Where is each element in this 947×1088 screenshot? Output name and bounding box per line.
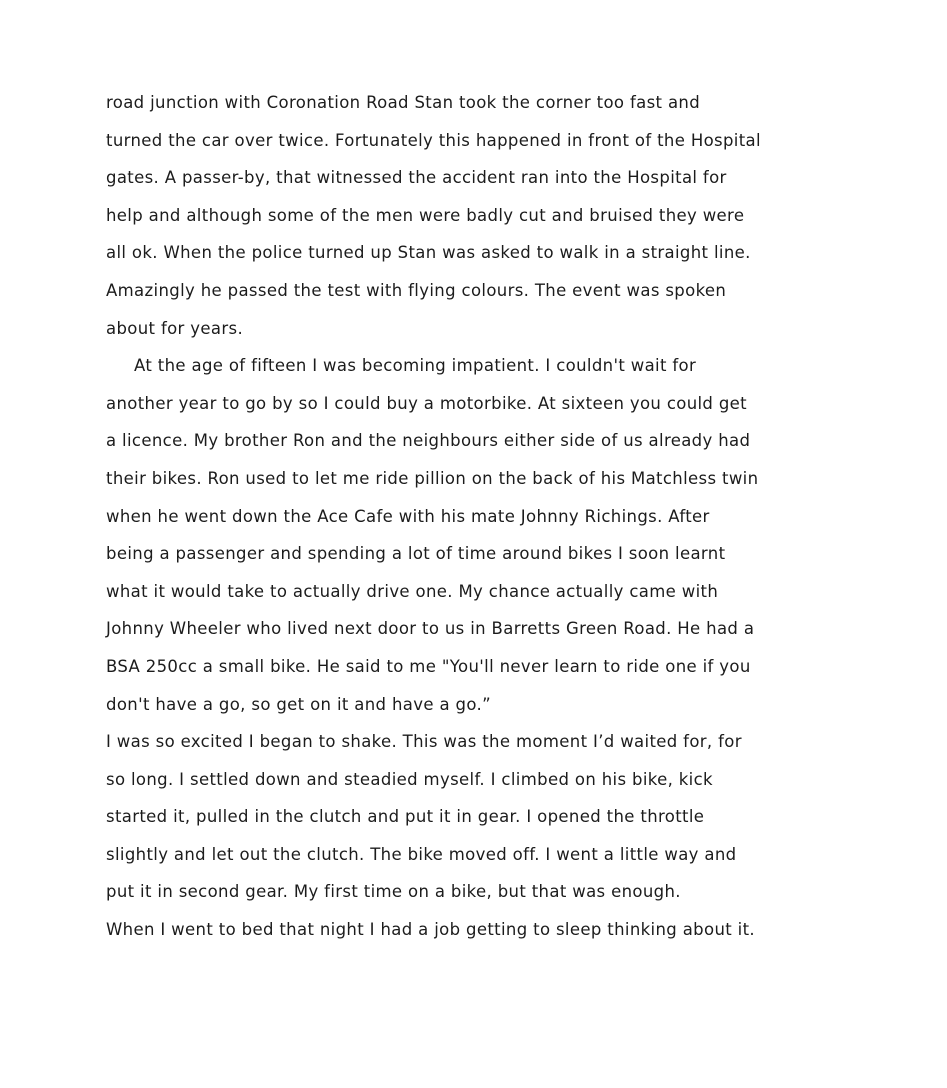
text-line: what it would take to actually drive one. My chance actually came with: [106, 581, 719, 601]
text-line: started it, pulled in the clutch and put it in gear. I opened the throttle: [106, 807, 705, 827]
text-line: being a passenger and spending a lot of time around bikes I soon learnt: [106, 544, 726, 564]
text-line: Johnny Wheeler who lived next door to us in Barretts Green Road. He had a: [106, 619, 755, 639]
body-text: [106, 84, 866, 949]
text-line: BSA 250cc a small bike. He said to me "You'll never learn to ride one if you: [106, 656, 751, 676]
text-line: slightly and let out the clutch. The bike moved off. I went a little way and: [106, 844, 737, 864]
text-line: road junction with Coronation Road Stan took the corner too fast and: [106, 93, 701, 112]
text-line: don't have a go, so get on it and have a go.”: [106, 694, 491, 714]
text-line: so long. I settled down and steadied myself. I climbed on his bike, kick: [106, 769, 713, 789]
text-line: At the age of fifteen I was becoming impatient. I couldn't wait for: [134, 356, 697, 376]
text-line: another year to go by so I could buy a motorbike. At sixteen you could get: [106, 393, 747, 413]
text-line: when he went down the Ace Cafe with his mate Johnny Richings. After: [106, 506, 710, 526]
text-line: their bikes. Ron used to let me ride pillion on the back of his Matchless twin: [106, 468, 759, 488]
text-line: When I went to bed that night I had a job getting to sleep thinking about it.: [106, 920, 756, 940]
text-line: I was so excited I began to shake. This was the moment I’d waited for, for: [106, 732, 742, 752]
text-line: gates. A passer-by, that witnessed the accident ran into the Hospital for: [106, 168, 727, 188]
text-line: all ok. When the police turned up Stan was asked to walk in a straight line.: [106, 243, 751, 263]
text-line: turned the car over twice. Fortunately this happened in front of the Hospital: [106, 130, 761, 150]
text-line: help and although some of the men were badly cut and bruised they were: [106, 205, 745, 225]
text-line: Amazingly he passed the test with flying colours. The event was spoken: [106, 280, 727, 300]
text-line: a licence. My brother Ron and the neighbours either side of us already had: [106, 431, 751, 451]
text-line: about for years.: [106, 318, 244, 338]
text-line: put it in second gear. My first time on a bike, but that was enough.: [106, 882, 681, 902]
